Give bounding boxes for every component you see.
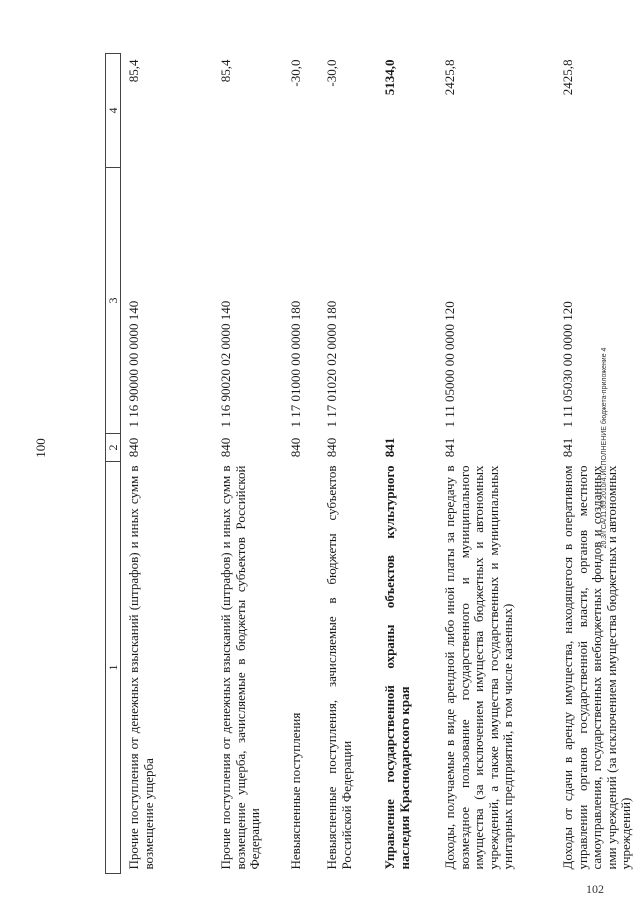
header-col-1: 1 bbox=[106, 462, 121, 874]
row-budget-code: 1 16 90000 00 0000 140 bbox=[126, 300, 141, 428]
table-row bbox=[437, 54, 555, 874]
row-amount: 2425,8 bbox=[442, 59, 457, 96]
sheet-number: 102 bbox=[586, 882, 604, 896]
row-admin-code: 840 bbox=[324, 437, 339, 458]
row-amount: 85,4 bbox=[126, 59, 141, 83]
row-budget-code: 1 11 05000 00 0000 120 bbox=[442, 301, 457, 428]
row-amount: 2425,8 bbox=[560, 59, 575, 96]
row-budget-code: 1 17 01000 00 0000 180 bbox=[288, 300, 303, 428]
row-description: Доходы от сдачи в аренду имущества, находящегося в оперативном управлении органов государственной власти, органов местного самоуправления, государственных внебюджетных фондов и созданных ими учреждений (за исключением имущества бюджетных и автономных учреждений) bbox=[560, 465, 633, 870]
page-number: 100 bbox=[33, 438, 48, 458]
row-description: Невыясненные поступления, зачисляемые в бюджеты субъектов Российской Федерации bbox=[324, 465, 354, 870]
row-description: Невыясненные поступления bbox=[288, 712, 303, 870]
row-amount: 5134,0 bbox=[382, 59, 397, 96]
file-path-footer: 20.3/ГСА/11.05.2010/4.ИСПОЛНЕНИЕ бюджета-приложение 4 bbox=[601, 347, 608, 549]
row-description: Прочие поступления от денежных взысканий (штрафов) и иных сумм в возмещение ущерба, зачисляемые в бюджеты субъектов Российской Федерации bbox=[218, 465, 262, 870]
header-col-3: 3 bbox=[106, 168, 121, 434]
row-admin-code: 841 bbox=[442, 437, 457, 458]
row-description: Доходы, получаемые в виде арендной либо иной платы за передачу в возмездное пользование государственного и муниципального имущества (за исключением имущества бюджетных и автономных учреждений, а также имущества государственных и муниципальных унитарных предприятий, в том числе казенных) bbox=[442, 465, 515, 870]
table-row bbox=[213, 54, 283, 874]
row-description: Прочие поступления от денежных взысканий (штрафов) и иных сумм в возмещение ущерба bbox=[126, 465, 156, 870]
row-admin-code: 840 bbox=[126, 437, 141, 458]
table-row bbox=[555, 54, 640, 874]
row-budget-code bbox=[377, 168, 437, 434]
row-amount: -30,0 bbox=[288, 59, 303, 87]
row-amount: -30,0 bbox=[324, 59, 339, 87]
header-col-2: 2 bbox=[106, 434, 121, 462]
revenue-table bbox=[105, 53, 640, 874]
header-col-4: 4 bbox=[106, 54, 121, 168]
row-amount: 85,4 bbox=[218, 59, 233, 83]
table-header-row bbox=[106, 54, 121, 874]
table-row bbox=[319, 54, 377, 874]
table-row bbox=[121, 54, 214, 874]
row-admin-code: 840 bbox=[288, 437, 303, 458]
row-description: Управление государственной охраны объектов культурного наследия Краснодарского края bbox=[382, 465, 412, 870]
row-admin-code: 841 bbox=[382, 437, 397, 458]
row-budget-code: 1 11 05030 00 0000 120 bbox=[560, 301, 575, 428]
row-admin-code: 841 bbox=[560, 437, 575, 458]
table-row bbox=[283, 54, 319, 874]
table-row-section-header bbox=[377, 54, 437, 874]
row-admin-code: 840 bbox=[218, 437, 233, 458]
row-budget-code: 1 17 01020 02 0000 180 bbox=[324, 300, 339, 428]
row-budget-code: 1 16 90020 02 0000 140 bbox=[218, 300, 233, 428]
